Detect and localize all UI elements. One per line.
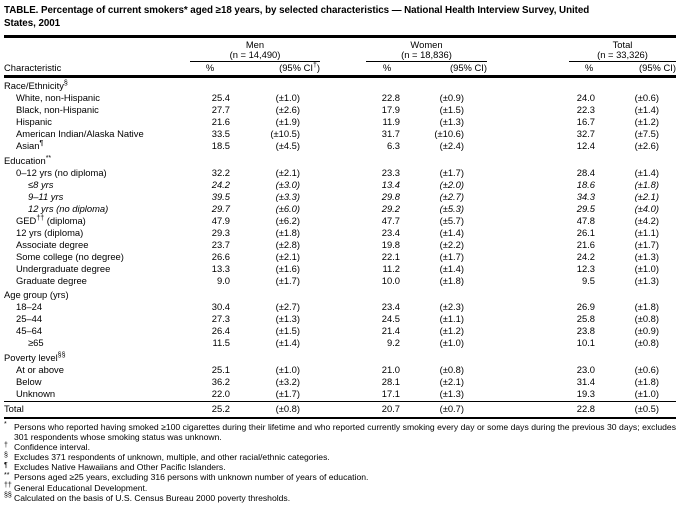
- table-row: [4, 301, 676, 313]
- group-name: Men: [245, 38, 265, 50]
- ci-cell: (±1.0): [634, 262, 659, 274]
- pct-cell: 6.3: [386, 140, 400, 152]
- ci-cell: (±1.3): [439, 116, 464, 128]
- pct-cell: 17.1: [381, 387, 400, 399]
- ci-cell: (±0.5): [634, 402, 659, 414]
- footnote-symbol: ††: [4, 482, 12, 490]
- table-row: [4, 337, 676, 349]
- ci-cell: (±4.2): [634, 214, 659, 226]
- ci-cell: (±0.8): [634, 313, 659, 325]
- ci-cell: (±1.1): [439, 313, 464, 325]
- header-divider: [4, 75, 676, 78]
- footnote: * Persons who reported having smoked ≥100 cigarettes during their lifetime and who reported currently smoking every day or some days during the previous 30 days; excludes 301 respondents whose smoking status was unknown.: [4, 421, 676, 443]
- ci-cell: (±2.6): [634, 140, 659, 152]
- ci-cell: (±7.5): [634, 128, 659, 140]
- pct-cell: 31.4: [576, 375, 595, 387]
- spacer: [464, 140, 559, 152]
- pct-cell: 11.5: [212, 337, 230, 349]
- spacer: [300, 167, 358, 179]
- percent-header: %: [584, 62, 594, 74]
- spacer: [464, 263, 559, 275]
- title-divider: [4, 35, 676, 38]
- ci-cell: (±1.9): [275, 116, 300, 128]
- row-label: Below: [16, 375, 42, 387]
- footnote-symbol: ¶: [4, 461, 8, 469]
- table-row: [4, 364, 676, 376]
- pct-cell: 21.6: [576, 238, 595, 250]
- spacer: [300, 116, 358, 128]
- spacer: [300, 203, 358, 215]
- ci-cell: (±4.5): [275, 140, 300, 152]
- table-row: [4, 92, 676, 104]
- ci-cell: (±3.0): [275, 178, 300, 190]
- ci-header: (95% CI): [450, 62, 487, 74]
- pct-cell: 9.2: [386, 337, 400, 349]
- table-row: [4, 203, 676, 215]
- ci-cell: (±1.3): [634, 250, 659, 262]
- column-header-row: [4, 62, 676, 74]
- pct-cell: 32.7: [576, 128, 595, 140]
- ci-cell: (±2.1): [275, 166, 300, 178]
- pct-cell: 22.1: [381, 250, 400, 262]
- ci-cell: (±1.8): [275, 226, 300, 238]
- spacer: [300, 128, 358, 140]
- ci-cell: (±1.4): [439, 262, 464, 274]
- ci-cell: (±5.7): [439, 214, 464, 226]
- spacer: [464, 251, 559, 263]
- row-label: 45–64: [16, 325, 43, 337]
- ci-cell: (±0.8): [275, 402, 300, 414]
- spacer: [464, 128, 559, 140]
- row-label: 18–24: [16, 301, 43, 313]
- spacer: [300, 215, 358, 227]
- table-title-line1: TABLE. Percentage of current smokers* aged ≥18 years, by selected characteristics — National Health Interview Survey, United: [4, 5, 590, 16]
- table-row: [4, 179, 676, 191]
- ci-cell: (±1.0): [275, 363, 300, 375]
- table-row: [4, 325, 676, 337]
- row-label: 0–12 yrs (no diploma): [16, 166, 107, 178]
- ci-cell: (±3.2): [275, 375, 300, 387]
- row-label: GED†† (diploma): [16, 214, 86, 226]
- ci-cell: (±1.0): [275, 92, 300, 104]
- pct-cell: 28.4: [576, 166, 595, 178]
- pct-cell: 23.4: [381, 226, 400, 238]
- footnotes: [4, 422, 676, 503]
- ci-cell: (±2.7): [275, 301, 300, 313]
- ci-cell: (±1.3): [634, 274, 659, 286]
- footnote: †† General Educational Development.: [4, 482, 148, 493]
- pct-cell: 11.9: [382, 116, 400, 128]
- pct-cell: 16.7: [576, 116, 595, 128]
- spacer: [300, 239, 358, 251]
- ci-cell: (±1.3): [439, 387, 464, 399]
- ci-cell: (±1.7): [634, 238, 659, 250]
- ci-cell: (±1.2): [439, 325, 464, 337]
- row-label: Undergraduate degree: [16, 262, 111, 274]
- pct-cell: 47.8: [576, 214, 595, 226]
- spacer: [464, 215, 559, 227]
- table-row: [4, 116, 676, 128]
- row-label: Total: [4, 402, 24, 414]
- pct-cell: 47.7: [381, 214, 400, 226]
- characteristic-spacer: [4, 40, 190, 63]
- footnote-symbol: *: [4, 421, 7, 429]
- ci-cell: (±6.2): [275, 214, 300, 226]
- ci-cell: (±4.0): [634, 202, 659, 214]
- ci-cell: (±2.6): [275, 104, 300, 116]
- pct-cell: 31.7: [381, 128, 400, 140]
- bottom-divider: [4, 417, 676, 420]
- spacer: [300, 364, 358, 376]
- spacer: [464, 116, 559, 128]
- footnote: ** Persons aged ≥25 years, excluding 316 persons with unknown number of years of education.: [4, 471, 369, 483]
- row-label: Graduate degree: [16, 274, 87, 286]
- group-spacer: [320, 40, 366, 63]
- pct-cell: 17.9: [381, 104, 400, 116]
- ci-cell: (±6.0): [275, 202, 300, 214]
- pct-cell: 26.6: [211, 250, 230, 262]
- group-n: (n = 33,326): [597, 48, 648, 60]
- ci-cell: (±10.6): [434, 128, 464, 140]
- pct-cell: 12.4: [576, 140, 595, 152]
- row-label: ≥65: [28, 337, 44, 349]
- pct-cell: 28.1: [381, 375, 400, 387]
- ci-cell: (±2.0): [439, 178, 464, 190]
- ci-cell: (±2.1): [634, 190, 659, 202]
- spacer: [300, 227, 358, 239]
- spacer: [464, 403, 559, 416]
- ci-cell: (±2.4): [439, 140, 464, 152]
- percent-header: %: [205, 62, 215, 74]
- table-row: [4, 227, 676, 239]
- pct-cell: 27.3: [211, 313, 230, 325]
- ci-cell: (±5.3): [439, 202, 464, 214]
- footnote-symbol: §§: [4, 492, 12, 500]
- ci-cell: (±1.4): [275, 337, 300, 349]
- spacer: [464, 301, 559, 313]
- spacer: [300, 179, 358, 191]
- pct-cell: 18.5: [211, 140, 230, 152]
- row-label: Unknown: [16, 387, 56, 399]
- pct-cell: 33.5: [211, 128, 230, 140]
- spacer: [300, 313, 358, 325]
- pct-cell: 29.5: [576, 202, 595, 214]
- spacer: [464, 239, 559, 251]
- pct-cell: 18.6: [576, 178, 595, 190]
- table-row: [4, 104, 676, 116]
- footnote-symbol: †: [4, 441, 8, 449]
- pct-cell: 22.0: [211, 387, 230, 399]
- spacer: [300, 376, 358, 388]
- spacer: [300, 140, 358, 152]
- pct-cell: 24.0: [576, 92, 595, 104]
- ci-cell: (±1.0): [634, 387, 659, 399]
- table-row: [4, 167, 676, 179]
- ci-header: (95% CI†): [279, 62, 320, 74]
- table-row: [4, 251, 676, 263]
- pct-cell: 21.0: [381, 363, 400, 375]
- table-row: [4, 239, 676, 251]
- ci-cell: (±10.5): [270, 128, 300, 140]
- ci-cell: (±1.1): [634, 226, 659, 238]
- spacer: [464, 167, 559, 179]
- table-row: [4, 128, 676, 140]
- ci-cell: (±2.3): [439, 301, 464, 313]
- pct-cell: 10.0: [381, 274, 400, 286]
- pct-cell: 26.9: [576, 301, 595, 313]
- spacer: [464, 227, 559, 239]
- group-header-women: [366, 40, 487, 63]
- table-row: [4, 215, 676, 227]
- spacer: [464, 376, 559, 388]
- section-row: [4, 289, 676, 301]
- row-label: ≤8 yrs: [28, 178, 54, 190]
- footnote: §§ Calculated on the basis of U.S. Census Bureau 2000 poverty thresholds.: [4, 492, 291, 503]
- spacer: [300, 337, 358, 349]
- row-label: 12 yrs (no diploma): [28, 202, 109, 214]
- footnote: † Confidence interval.: [4, 441, 90, 453]
- ci-cell: (±0.8): [634, 337, 659, 349]
- spacer: [300, 104, 358, 116]
- pct-cell: 11.2: [382, 262, 400, 274]
- ci-cell: (±0.6): [634, 92, 659, 104]
- spacer: [464, 179, 559, 191]
- pct-cell: 23.3: [381, 166, 400, 178]
- row-label: At or above: [16, 363, 64, 375]
- pct-cell: 12.3: [576, 262, 595, 274]
- ci-cell: (±1.5): [439, 104, 464, 116]
- pct-cell: 21.6: [211, 116, 230, 128]
- pct-cell: 21.4: [381, 325, 400, 337]
- pct-cell: 25.8: [576, 313, 595, 325]
- ci-cell: (±1.7): [439, 250, 464, 262]
- spacer: [464, 325, 559, 337]
- spacer: [300, 251, 358, 263]
- ci-cell: (±0.7): [439, 402, 464, 414]
- group-n: (n = 14,490): [229, 48, 281, 60]
- row-label: Poverty level§§: [4, 351, 66, 363]
- ci-cell: (±1.8): [439, 274, 464, 286]
- spacer: [300, 388, 358, 400]
- spacer: [464, 364, 559, 376]
- table-row: [4, 388, 676, 400]
- ci-cell: (±3.3): [275, 190, 300, 202]
- pct-cell: 10.1: [576, 337, 595, 349]
- section-row: [4, 352, 676, 364]
- pct-cell: 26.4: [211, 325, 230, 337]
- pct-cell: 22.8: [381, 92, 400, 104]
- pct-cell: 47.9: [211, 214, 230, 226]
- spacer: [300, 325, 358, 337]
- table-row: [4, 313, 676, 325]
- pct-cell: 30.4: [211, 301, 230, 313]
- pct-cell: 34.3: [576, 190, 595, 202]
- ci-cell: (±0.8): [439, 363, 464, 375]
- ci-cell: (±1.3): [275, 313, 300, 325]
- ci-cell: (±1.2): [634, 116, 659, 128]
- pct-cell: 24.2: [211, 178, 230, 190]
- spacer: [464, 203, 559, 215]
- table-title: [4, 5, 676, 30]
- spacer: [300, 263, 358, 275]
- pct-cell: 39.5: [211, 190, 230, 202]
- pct-cell: 27.7: [211, 104, 230, 116]
- total-row: [4, 403, 676, 416]
- ci-cell: (±2.7): [439, 190, 464, 202]
- ci-cell: (±1.6): [275, 262, 300, 274]
- row-label: Associate degree: [16, 238, 89, 250]
- table-row: [4, 275, 676, 287]
- row-label: American Indian/Alaska Native: [16, 128, 144, 140]
- ci-cell: (±1.0): [439, 337, 464, 349]
- row-label: Education**: [4, 154, 52, 166]
- row-label: Hispanic: [16, 116, 52, 128]
- pct-cell: 19.3: [576, 387, 595, 399]
- pct-cell: 22.3: [576, 104, 595, 116]
- pct-cell: 29.3: [211, 226, 230, 238]
- group-n: (n = 18,836): [401, 48, 452, 60]
- spacer: [464, 337, 559, 349]
- row-label: Race/Ethnicity§: [4, 80, 68, 92]
- spacer: [464, 313, 559, 325]
- footnote-symbol: §: [4, 451, 8, 459]
- ci-cell: (±0.9): [634, 325, 659, 337]
- spacer: [464, 275, 559, 287]
- pct-cell: 22.8: [576, 402, 595, 414]
- group-name: Women: [410, 38, 443, 50]
- section-row: [4, 155, 676, 167]
- group-name: Total: [612, 38, 633, 50]
- pct-cell: 32.2: [211, 166, 230, 178]
- ci-header: (95% CI): [639, 62, 676, 74]
- table-title-line2: States, 2001: [4, 17, 61, 29]
- group-spacer: [487, 40, 569, 63]
- ci-cell: (±1.4): [439, 226, 464, 238]
- pct-cell: 23.0: [576, 363, 595, 375]
- spacer: [300, 403, 358, 416]
- group-header-row: [4, 40, 676, 63]
- spacer: [300, 301, 358, 313]
- footnote-symbol: **: [4, 471, 10, 479]
- ci-cell: (±0.6): [634, 363, 659, 375]
- pct-cell: 26.1: [576, 226, 595, 238]
- footnote: ¶ Excludes Native Hawaiians and Other Pacific Islanders.: [4, 461, 226, 473]
- ci-cell: (±1.8): [634, 178, 659, 190]
- ci-cell: (±2.2): [439, 238, 464, 250]
- spacer: [464, 104, 559, 116]
- ci-cell: (±1.7): [275, 387, 300, 399]
- row-label: Asian¶: [16, 140, 44, 152]
- pct-cell: 24.2: [576, 250, 595, 262]
- pct-cell: 19.8: [381, 238, 400, 250]
- table-body: [4, 80, 676, 400]
- pct-cell: 25.4: [211, 92, 230, 104]
- characteristic-header: Characteristic: [4, 62, 62, 74]
- footnote: § Excludes 371 respondents of unknown, multiple, and other racial/ethnic categories.: [4, 451, 330, 463]
- table-row: [4, 140, 676, 152]
- spacer: [300, 92, 358, 104]
- pct-cell: 9.0: [216, 274, 230, 286]
- ci-cell: (±1.8): [634, 375, 659, 387]
- spacer: [300, 191, 358, 203]
- row-label: Some college (no degree): [16, 250, 124, 262]
- pct-cell: 24.5: [381, 313, 400, 325]
- spacer: [464, 92, 559, 104]
- pct-cell: 29.7: [211, 202, 230, 214]
- ci-cell: (±0.9): [439, 92, 464, 104]
- spacer: [464, 388, 559, 400]
- table-row: [4, 263, 676, 275]
- ci-cell: (±1.7): [275, 274, 300, 286]
- table-row: [4, 376, 676, 388]
- group-header-total: [569, 40, 676, 63]
- row-label: Black, non-Hispanic: [16, 104, 99, 116]
- row-label: Age group (yrs): [4, 289, 69, 301]
- pct-cell: 13.3: [211, 262, 230, 274]
- group-header-men: [190, 40, 320, 63]
- row-label: 12 yrs (diploma): [16, 226, 84, 238]
- spacer: [300, 275, 358, 287]
- ci-cell: (±2.1): [275, 250, 300, 262]
- pct-cell: 29.8: [381, 190, 400, 202]
- pct-cell: 25.1: [211, 363, 230, 375]
- ci-cell: (±2.8): [275, 238, 300, 250]
- percent-header: %: [382, 62, 392, 74]
- table-row: [4, 191, 676, 203]
- ci-cell: (±2.1): [439, 375, 464, 387]
- pct-cell: 13.4: [381, 178, 400, 190]
- pct-cell: 23.7: [211, 238, 230, 250]
- pct-cell: 23.8: [576, 325, 595, 337]
- ci-cell: (±1.8): [634, 301, 659, 313]
- ci-cell: (±1.5): [275, 325, 300, 337]
- section-row: [4, 80, 676, 92]
- row-label: White, non-Hispanic: [16, 92, 100, 104]
- pct-cell: 20.7: [381, 402, 400, 414]
- pct-cell: 9.5: [581, 274, 595, 286]
- ci-cell: (±1.4): [634, 166, 659, 178]
- pct-cell: 23.4: [381, 301, 400, 313]
- pct-cell: 25.2: [211, 402, 230, 414]
- pct-cell: 36.2: [211, 375, 230, 387]
- spacer: [464, 191, 559, 203]
- ci-cell: (±1.4): [634, 104, 659, 116]
- ci-cell: (±1.7): [439, 166, 464, 178]
- row-label: 25–44: [16, 313, 43, 325]
- row-label: 9–11 yrs: [28, 190, 64, 202]
- pct-cell: 29.2: [381, 202, 400, 214]
